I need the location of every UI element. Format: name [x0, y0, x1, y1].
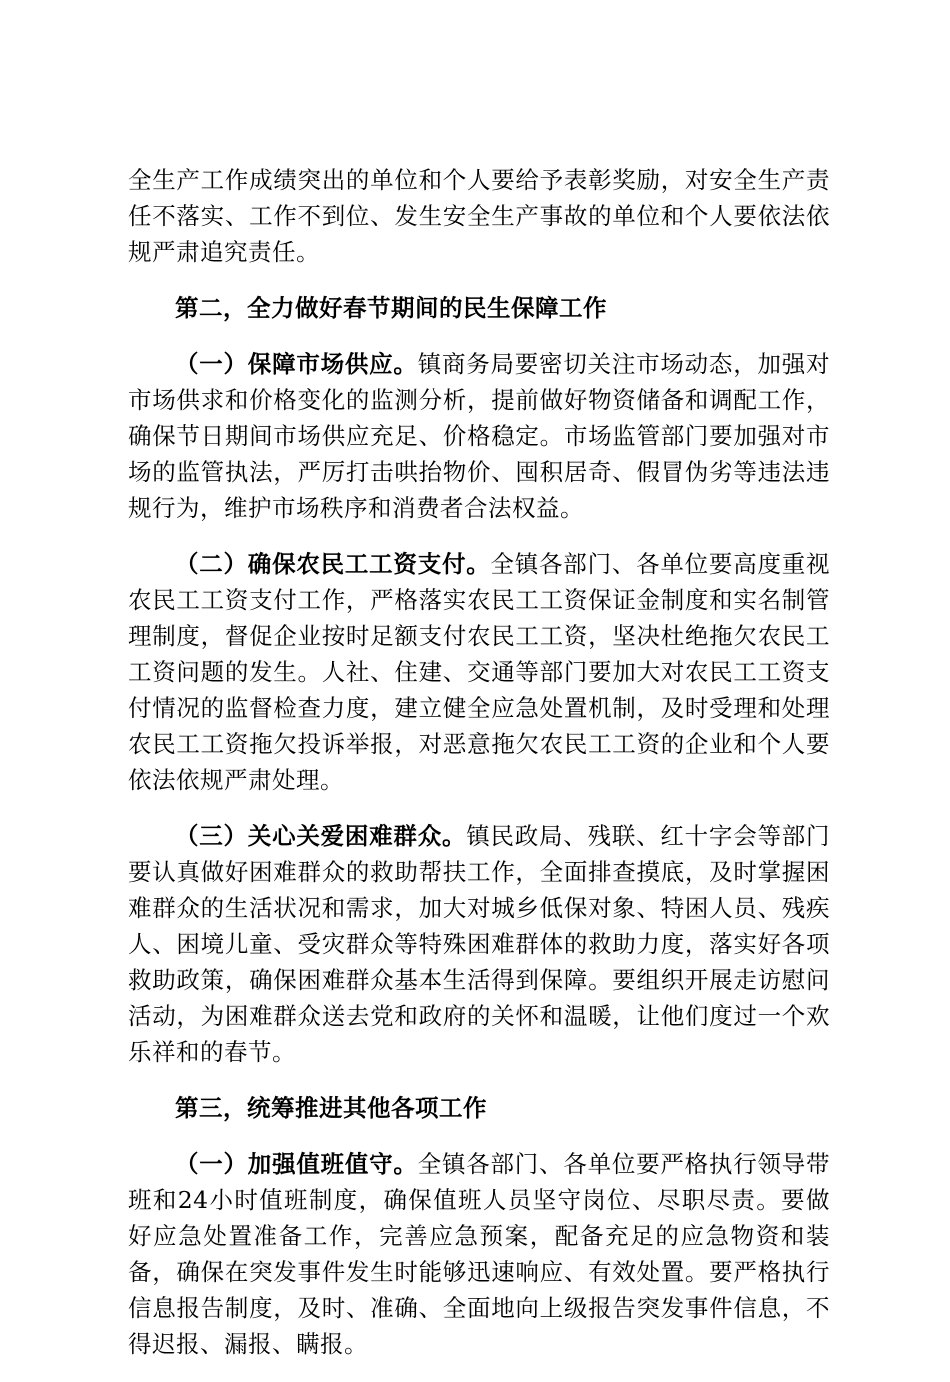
item-wage-payment — [128, 546, 830, 798]
item-lead: （三）关心关爱困难群众。 — [175, 822, 467, 850]
item-body: 镇民政局、残联、红十字会等部门要认真做好困难群众的救助帮扶工作，全面排查摸底，及时掌握困难群众的生活状况和需求，加大对城乡低保对象、特困人员、残疾人、困境儿童、受灾群众等特殊困难群体的救助力度，落实好各项救助政策，确保困难群众基本生活得到保障。要组织开展走访慰问活动，为困难群众送去党和政府的关怀和温暖，让他们度过一个欢乐祥和的春节。 — [128, 822, 831, 1066]
item-lead: （一）保障市场供应。 — [175, 350, 418, 378]
section-heading-3 — [128, 1090, 830, 1126]
item-market-supply — [128, 346, 830, 526]
item-care-for-needy — [128, 818, 830, 1070]
item-lead: （一）加强值班值守。 — [175, 1150, 418, 1178]
item-lead: （二）确保农民工工资支付。 — [175, 550, 491, 578]
heading-text: 第二，全力做好春节期间的民生保障工作 — [175, 294, 607, 322]
item-body: 全镇各部门、各单位要严格执行领导带班和24小时值班制度，确保值班人员坚守岗位、尽职尽责。要做好应急处置准备工作，完善应急预案，配备充足的应急物资和装备，确保在突发事件发生时能够迅速响应、有效处置。要严格执行信息报告制度，及时、准确、全面地向上级报告突发事件信息，不得迟报、漏报、瞒报。 — [128, 1150, 831, 1358]
heading-text: 第三，统筹推进其他各项工作 — [175, 1094, 487, 1122]
document-page — [128, 162, 830, 1382]
paragraph-continuation — [128, 162, 830, 270]
item-body: 全镇各部门、各单位要高度重视农民工工资支付工作，严格落实农民工工资保证金制度和实名制管理制度，督促企业按时足额支付农民工工资，坚决杜绝拖欠农民工工资问题的发生。人社、住建、交通等部门要加大对农民工工资支付情况的监督检查力度，建立健全应急处置机制，及时受理和处理农民工工资拖欠投诉举报，对恶意拖欠农民工工资的企业和个人要依法依规严肃处理。 — [128, 550, 830, 794]
section-heading-2 — [128, 290, 830, 326]
item-duty-watch — [128, 1146, 830, 1362]
paragraph-body: 全生产工作成绩突出的单位和个人要给予表彰奖励，对安全生产责任不落实、工作不到位、发生安全生产事故的单位和个人要依法依规严肃追究责任。 — [128, 166, 830, 266]
item-body: 镇商务局要密切关注市场动态，加强对市场供求和价格变化的监测分析，提前做好物资储备和调配工作，确保节日期间市场供应充足、价格稳定。市场监管部门要加强对市场的监管执法，严厉打击哄抬物价、囤积居奇、假冒伪劣等违法违规行为，维护市场秩序和消费者合法权益。 — [128, 350, 831, 522]
